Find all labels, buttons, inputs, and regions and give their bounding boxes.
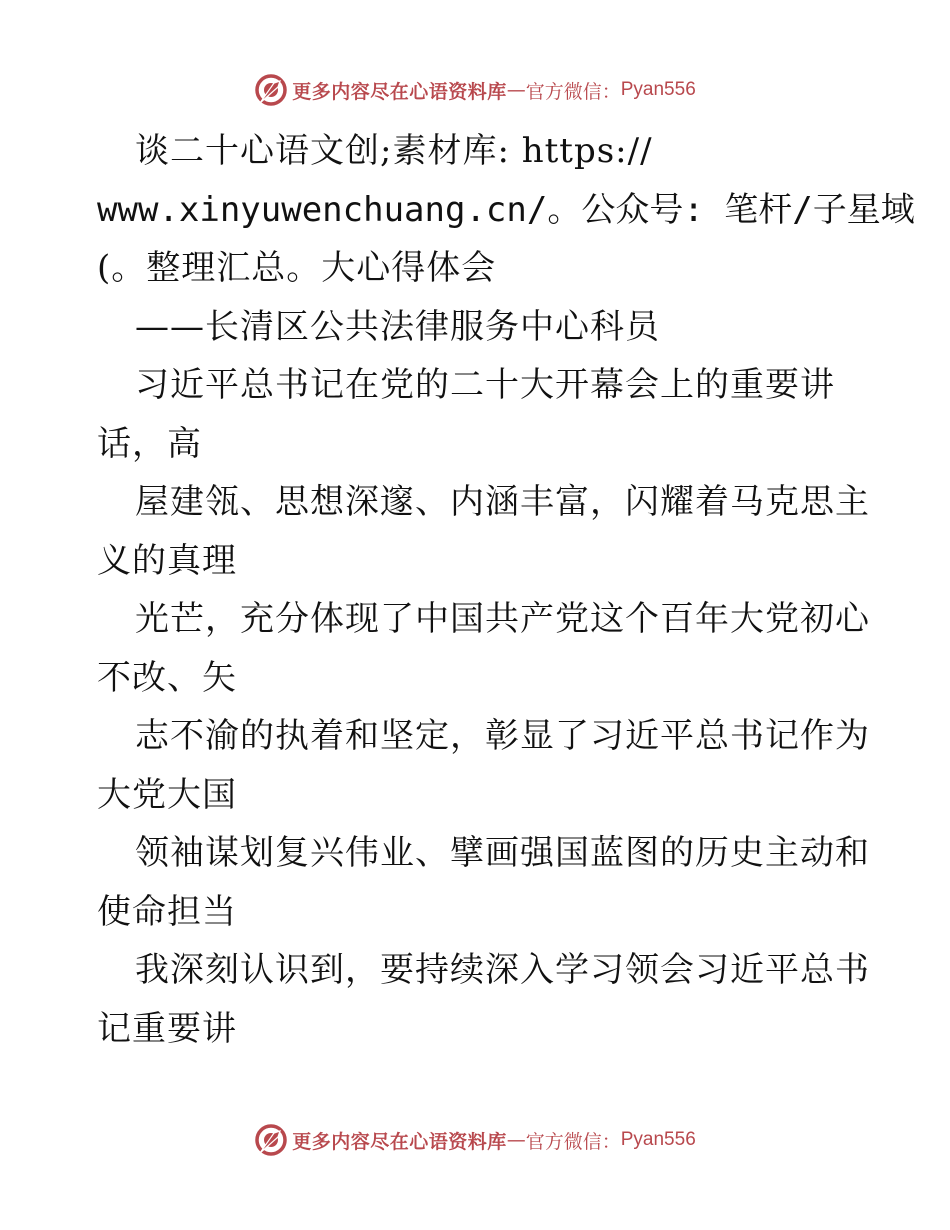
banner-title: 更多内容尽在心语资料库 (292, 80, 507, 103)
text-line: 领袖谋划复兴伟业、擘画强国蓝图的历史主动和 (135, 833, 870, 873)
text-line: 习近平总书记在党的二十大开幕会上的重要讲 (135, 365, 835, 405)
text-line: 谈二十心语文创;素材库: https:// (135, 131, 653, 171)
text-line: www.xinyuwenchuang.cn/。公众号: 笔杆/子星域 (97, 189, 915, 230)
text-line: ——长清区公共法律服务中心科员 (135, 306, 660, 347)
text-line: 我深刻认识到，要持续深入学习领会习近平总书 (135, 950, 870, 990)
banner-wechat-label: 官方微信： (525, 1130, 621, 1153)
text-line: 不改、矢 (97, 657, 237, 698)
banner-wechat-label: 官方微信： (525, 80, 621, 103)
banner-wechat-id: Pyan556 (620, 79, 696, 100)
text-line: (。整理汇总。大心得体会 (97, 248, 497, 288)
text-line: 大党大国 (97, 774, 237, 815)
text-line: 记重要讲 (97, 1008, 237, 1049)
header-banner (0, 70, 950, 110)
text-line: 志不渝的执着和坚定，彰显了习近平总书记作为 (135, 716, 870, 756)
text-line: 屋建瓴、思想深邃、内涵丰富，闪耀着马克思主 (135, 482, 870, 522)
text-line: 光芒，充分体现了中国共产党这个百年大党初心 (135, 599, 870, 639)
banner-separator: — (506, 79, 526, 101)
pen-logo-icon (254, 73, 288, 107)
document-body (97, 122, 915, 1058)
text-line: 义的真理 (97, 540, 237, 581)
banner-wechat-id: Pyan556 (620, 1129, 696, 1150)
banner-separator: — (506, 1129, 526, 1151)
text-line: 话，高 (97, 423, 202, 464)
banner-title: 更多内容尽在心语资料库 (292, 1130, 507, 1153)
pen-logo-icon (254, 1123, 288, 1157)
footer-banner (0, 1120, 950, 1160)
text-line: 使命担当 (97, 891, 237, 932)
